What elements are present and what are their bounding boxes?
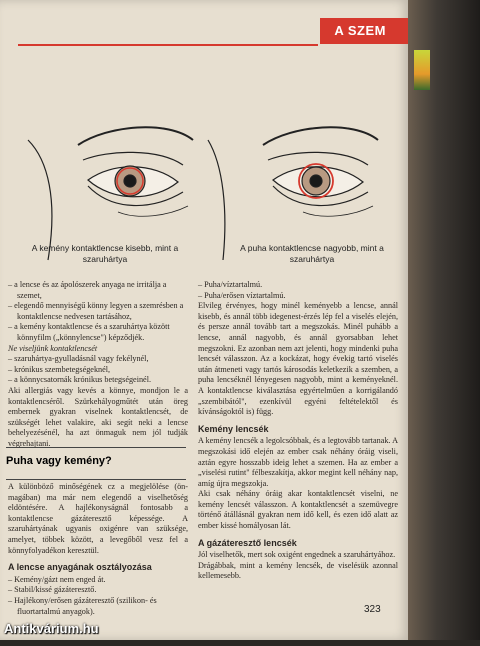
left-column xyxy=(8,280,188,450)
list-item: – Stabil/kissé gázáteresztő. xyxy=(8,585,97,595)
list-intro: Ne viseljünk kontaktlencsét xyxy=(8,343,98,353)
box-paragraph: A különböző minőségének cz a megjelölése (ön-magában) ma már nem elegendő a viselhetőség eldöntésére. A hajlékonyságnál fontosabb a kontaktlencse gázáteresztő képessége. A szaruhártyának ugyanis oxigénre van szüksége, amelyet, többek között, a levegőből vesz fel a könnyfolyadékon keresztül. xyxy=(8,482,188,555)
list-item: – a könnycsatornák krónikus betegségeinél. xyxy=(8,375,152,385)
list-item: – Puha/erősen víztartalmú. xyxy=(198,290,286,300)
page-number: 323 xyxy=(364,604,381,615)
watermark: Antikvárium.hu xyxy=(4,621,99,636)
heading-gas-lenses: A gázáteresztő lencsék xyxy=(198,537,297,548)
box-title: Puha vagy kemény? xyxy=(6,447,186,480)
hard-lens-paragraph: A kemény lencsék a legolcsóbbak, és a legtovább tartanak. A megszokási idő elején az ember csak néhány óráig viseli, aztán egyre hosszabb ideig lehet a szemen. Ha az ember a „viselési rutint" félbeszakítja, akkor megint kell néhány nap, amíg újra megszokja. xyxy=(198,436,398,488)
box-body xyxy=(8,482,188,617)
list-item: – szaruhártya-gyulladásnál vagy fekélynél, xyxy=(8,354,149,364)
color-thumb-tab xyxy=(414,50,430,90)
list-item: – Kemény/gázt nem enged át. xyxy=(8,574,106,584)
list-item: – Puha/víztartalmú. xyxy=(198,280,263,289)
caption-hard-lens: A kemény kontaktlencse kisebb, mint a szaruhártya xyxy=(31,243,179,264)
section-title: A SZEM xyxy=(334,23,386,38)
list-item: – krónikus szembetegségeknél, xyxy=(8,364,111,374)
right-column xyxy=(198,280,398,582)
caption-soft-lens: A puha kontaktlencse nagyobb, mint a szaruhártya xyxy=(240,243,384,264)
section-header xyxy=(320,18,412,44)
lens-paragraph: Elvileg érvényes, hogy minél keményebb a lencse, annál kisebb, és annál több idegenest-érzés lép fel a viselés elején, és persze annál tovább tart a megszokás. Minél puhább a lencse, annál nagyobb, és annál gyorsabban lehet megszokni. Ez azonban nem azt jelenti, hogy mindenki puha lencsét válasszon. Az a kockázat, hogy évekig tartó viselés után átmeneti vagy tartós károsodás keletkezik a szemben, a puha lencséknél lényegesen nagyobb, mint a keményeknél. A kontaktlencse kiválasztása egyértelműen a korrigálandó „szembibától", ezenkívül egyéni feltételektől és kívánságoktól is) függ. xyxy=(198,301,398,417)
gas-lens-paragraph: Jól viselhetők, mert sok oxigént engednek a szaruhártyához. xyxy=(198,550,396,560)
soft-lens-eye xyxy=(208,127,378,260)
box-subheading: A lencse anyagának osztályozása xyxy=(8,562,152,573)
hard-lens-eye xyxy=(28,127,193,260)
hard-lens-paragraph-2: Aki csak néhány óráig akar kontaktlencsét viselni, ne kemény lencsét válasszon. A kontaktlencsét a szemüvegre történő átállásnál gyakran nem idő kell, és ezen idő alatt az ember kissé homályosan lát. xyxy=(198,489,398,531)
list-item: – a lencse és az ápolószerek anyaga ne irritálja a szemet, xyxy=(8,280,167,300)
list-item: – Hajlékony/erősen gázáteresztő (szilikon- és fluortartalmú anyagok). xyxy=(8,595,157,616)
allergy-paragraph: Aki allergiás vagy kevés a könnye, mondjon le a kontaktlencséről. Szürkehályogműtét után öreg embernek gyakran viselnek kontaktlencsét, de szükségét lehet valakire, aki segít neki a lencse behelyezésénél, ha azt önmaguk nem jól tudják végrehajtani. xyxy=(8,385,188,448)
header-rule xyxy=(18,44,318,46)
heading-hard-lenses: Kemény lencsék xyxy=(198,423,269,434)
list-item: – elegendő mennyiségű könny legyen a szemrésben a kontaktlencse nedvesen tartásához, xyxy=(8,301,184,321)
gas-lens-paragraph-2: Drágábbak, mint a kemény lencsék, de viselésük azonnal kellemesebb. xyxy=(198,560,398,581)
list-item: – a kemény kontaktlencse és a szaruhártya között könnyfilm („könnylencse") képződjék. xyxy=(8,322,170,342)
book-cover-edge xyxy=(408,0,480,640)
